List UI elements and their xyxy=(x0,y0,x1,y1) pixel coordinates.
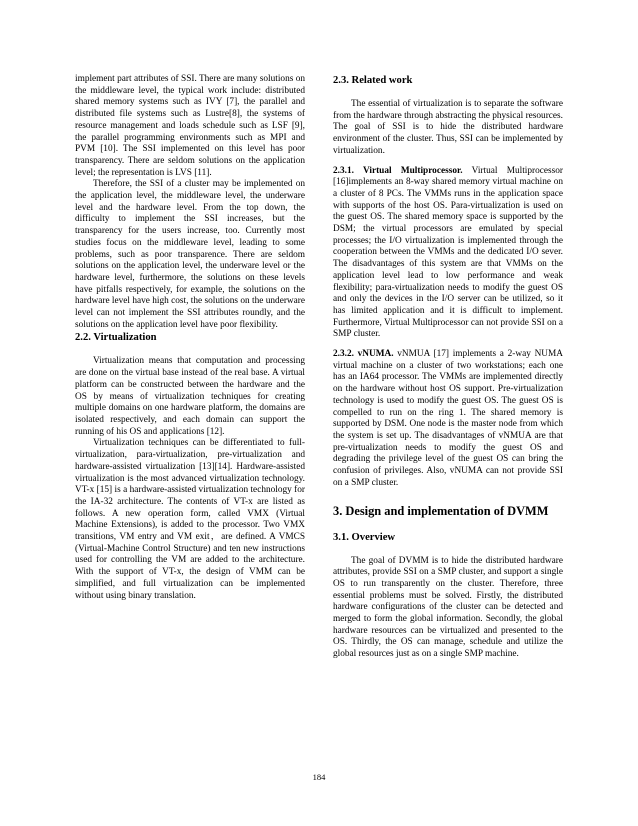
subheading-virtual-multiprocessor: 2.3.1. Virtual Multiprocessor. xyxy=(333,165,463,176)
paragraph-virtual-multiprocessor xyxy=(333,166,563,342)
paragraph-related-work: The essential of virtualization is to separate the software from the hardware through abstracting the physical resources. The goal of SSI is to hide the distributed hardware environment of the cluster. Thus, SSI can be implemented by virtualization. xyxy=(333,99,563,156)
heading-related-work: 2.3. Related work xyxy=(333,75,413,86)
heading-virtualization: 2.2. Virtualization xyxy=(75,332,157,344)
left-column xyxy=(75,74,305,602)
paragraph-overview: The goal of DVMM is to hide the distributed hardware attributes, provide SSI on a SMP cluster, and support a single OS to run transparently on the cluster. Therefore, three essential problems must be solved. Firstly, the distributed hardware configurations of the cluster can be detected and merged to form the global information. Secondly, the global hardware resources can be virtualized and presented to the OS. Thirdly, the OS can manage, schedule and utilize the global resources just as on a single SMP machine. xyxy=(333,555,563,660)
page-number: 184 xyxy=(312,772,326,782)
text-vnuma: vNMUA [17] implements a 2-way NUMA virtual machine on a cluster of two workstations; each one has an IA64 processor. The VMMs are implemented directly on the hardware without host OS support. Pre-virtualization technology is used to modify the guest OS. The guest OS is compelled to run on the ring 1. The shared memory is supported by DSM. One node is the master node from which the system is set up. The disadvantages of vNMUA are that pre-virtualization needs to modify the guest OS and degrading the privilege level of the guest OS can bring the confusion of privileges. Also, vNUMA can not provide SSI on a SMP cluster. xyxy=(333,349,563,488)
paragraph-virtualization-2: Virtualization techniques can be differentiated to full-virtualization, para-virtualization, pre-virtualization and hardware-assisted virtualization [13][14]. Hardware-assisted virtualization is the most advanced virtualization technology. VT-x [15] is a hardware-assisted virtualization technology for the IA-32 architecture. The contents of VT-x are listed as follows. A new operation form, called VMX (Virtual Machine Extensions), is added to the processor. Two VMX transitions, VM entry and VM exit，are defined. A VMCS (Virtual-Machine Control Structure) and ten new instructions used for controlling the VM are added to the architecture. With the support of VT-x, the design of VMM can be simplified, and full virtualization can be implemented without using binary translation. xyxy=(75,438,305,601)
subheading-vnuma: 2.3.2. vNUMA. xyxy=(333,349,394,360)
paragraph-therefore: Therefore, the SSI of a cluster may be implemented on the application level, the middleware level, the underware level and the hardware level. From the top down, the difficulty to implement the SSI increases, but the transparency for the users increase, too. Currently most studies focus on the middleware level, leading to some problems, such as poor transparence. There are seldom solutions on the application level, the underware level or the hardware level, furthermore, the solutions on these levels have pitfalls respectively, for example, the solutions on the hardware level have high cost, the solutions on the underware level can not implement the SSI attributes roundly, and the solutions on the application level have poor flexibility. xyxy=(75,179,305,330)
paragraph-vnuma xyxy=(333,349,563,489)
heading-design-implementation: 3. Design and implementation of DVMM xyxy=(333,503,549,518)
text-virtual-multiprocessor: Virtual Multiprocessor [16]implements an 8-way shared memory virtual machine on a cluster of 8 PCs. The VMMs runs in the application space with supports of the host OS. Para-virtualization is used on the guest OS. The shared memory space is supported by the DSM; the virtual processors are emulated by special processes; the I/O virtualization is implemented through the cooperation between the VMMs and the dedicated I/O sever. The disadvantages of this system are that VMMs on the application level lead to low performance and weak flexibility; para-virtualization needs to modify the guest OS and only the devices in the I/O server can be utilized, so it has limited application and it is difficult to implement. Furthermore, Virtual Multiprocessor can not provide SSI on a SMP cluster. xyxy=(333,165,563,340)
paragraph-virtualization-1: Virtualization means that computation and processing are done on the virtual base instead of the real base. A virtual platform can be constructed between the hardware and the OS by means of virtualization techniques for creating multiple domains on one hardware platform, the domains are isolated respectively, and each domain can support the running of his OS and applications [12]. xyxy=(75,356,305,437)
heading-overview: 3.1. Overview xyxy=(333,531,396,543)
right-column xyxy=(333,74,563,661)
paragraph-middleware: implement part attributes of SSI. There are many solutions on the middleware level, the typical work include: distributed shared memory systems such as IVY [7], the parallel and distributed file systems such as Lustre[8], the systems of resource management and loads schedule such as LSF [9], the parallel programming environments such as MPI and PVM [10]. The SSI implemented on this level has poor transparency. There are seldom solutions on the application level; the representation is LVS [11]. xyxy=(75,74,305,178)
